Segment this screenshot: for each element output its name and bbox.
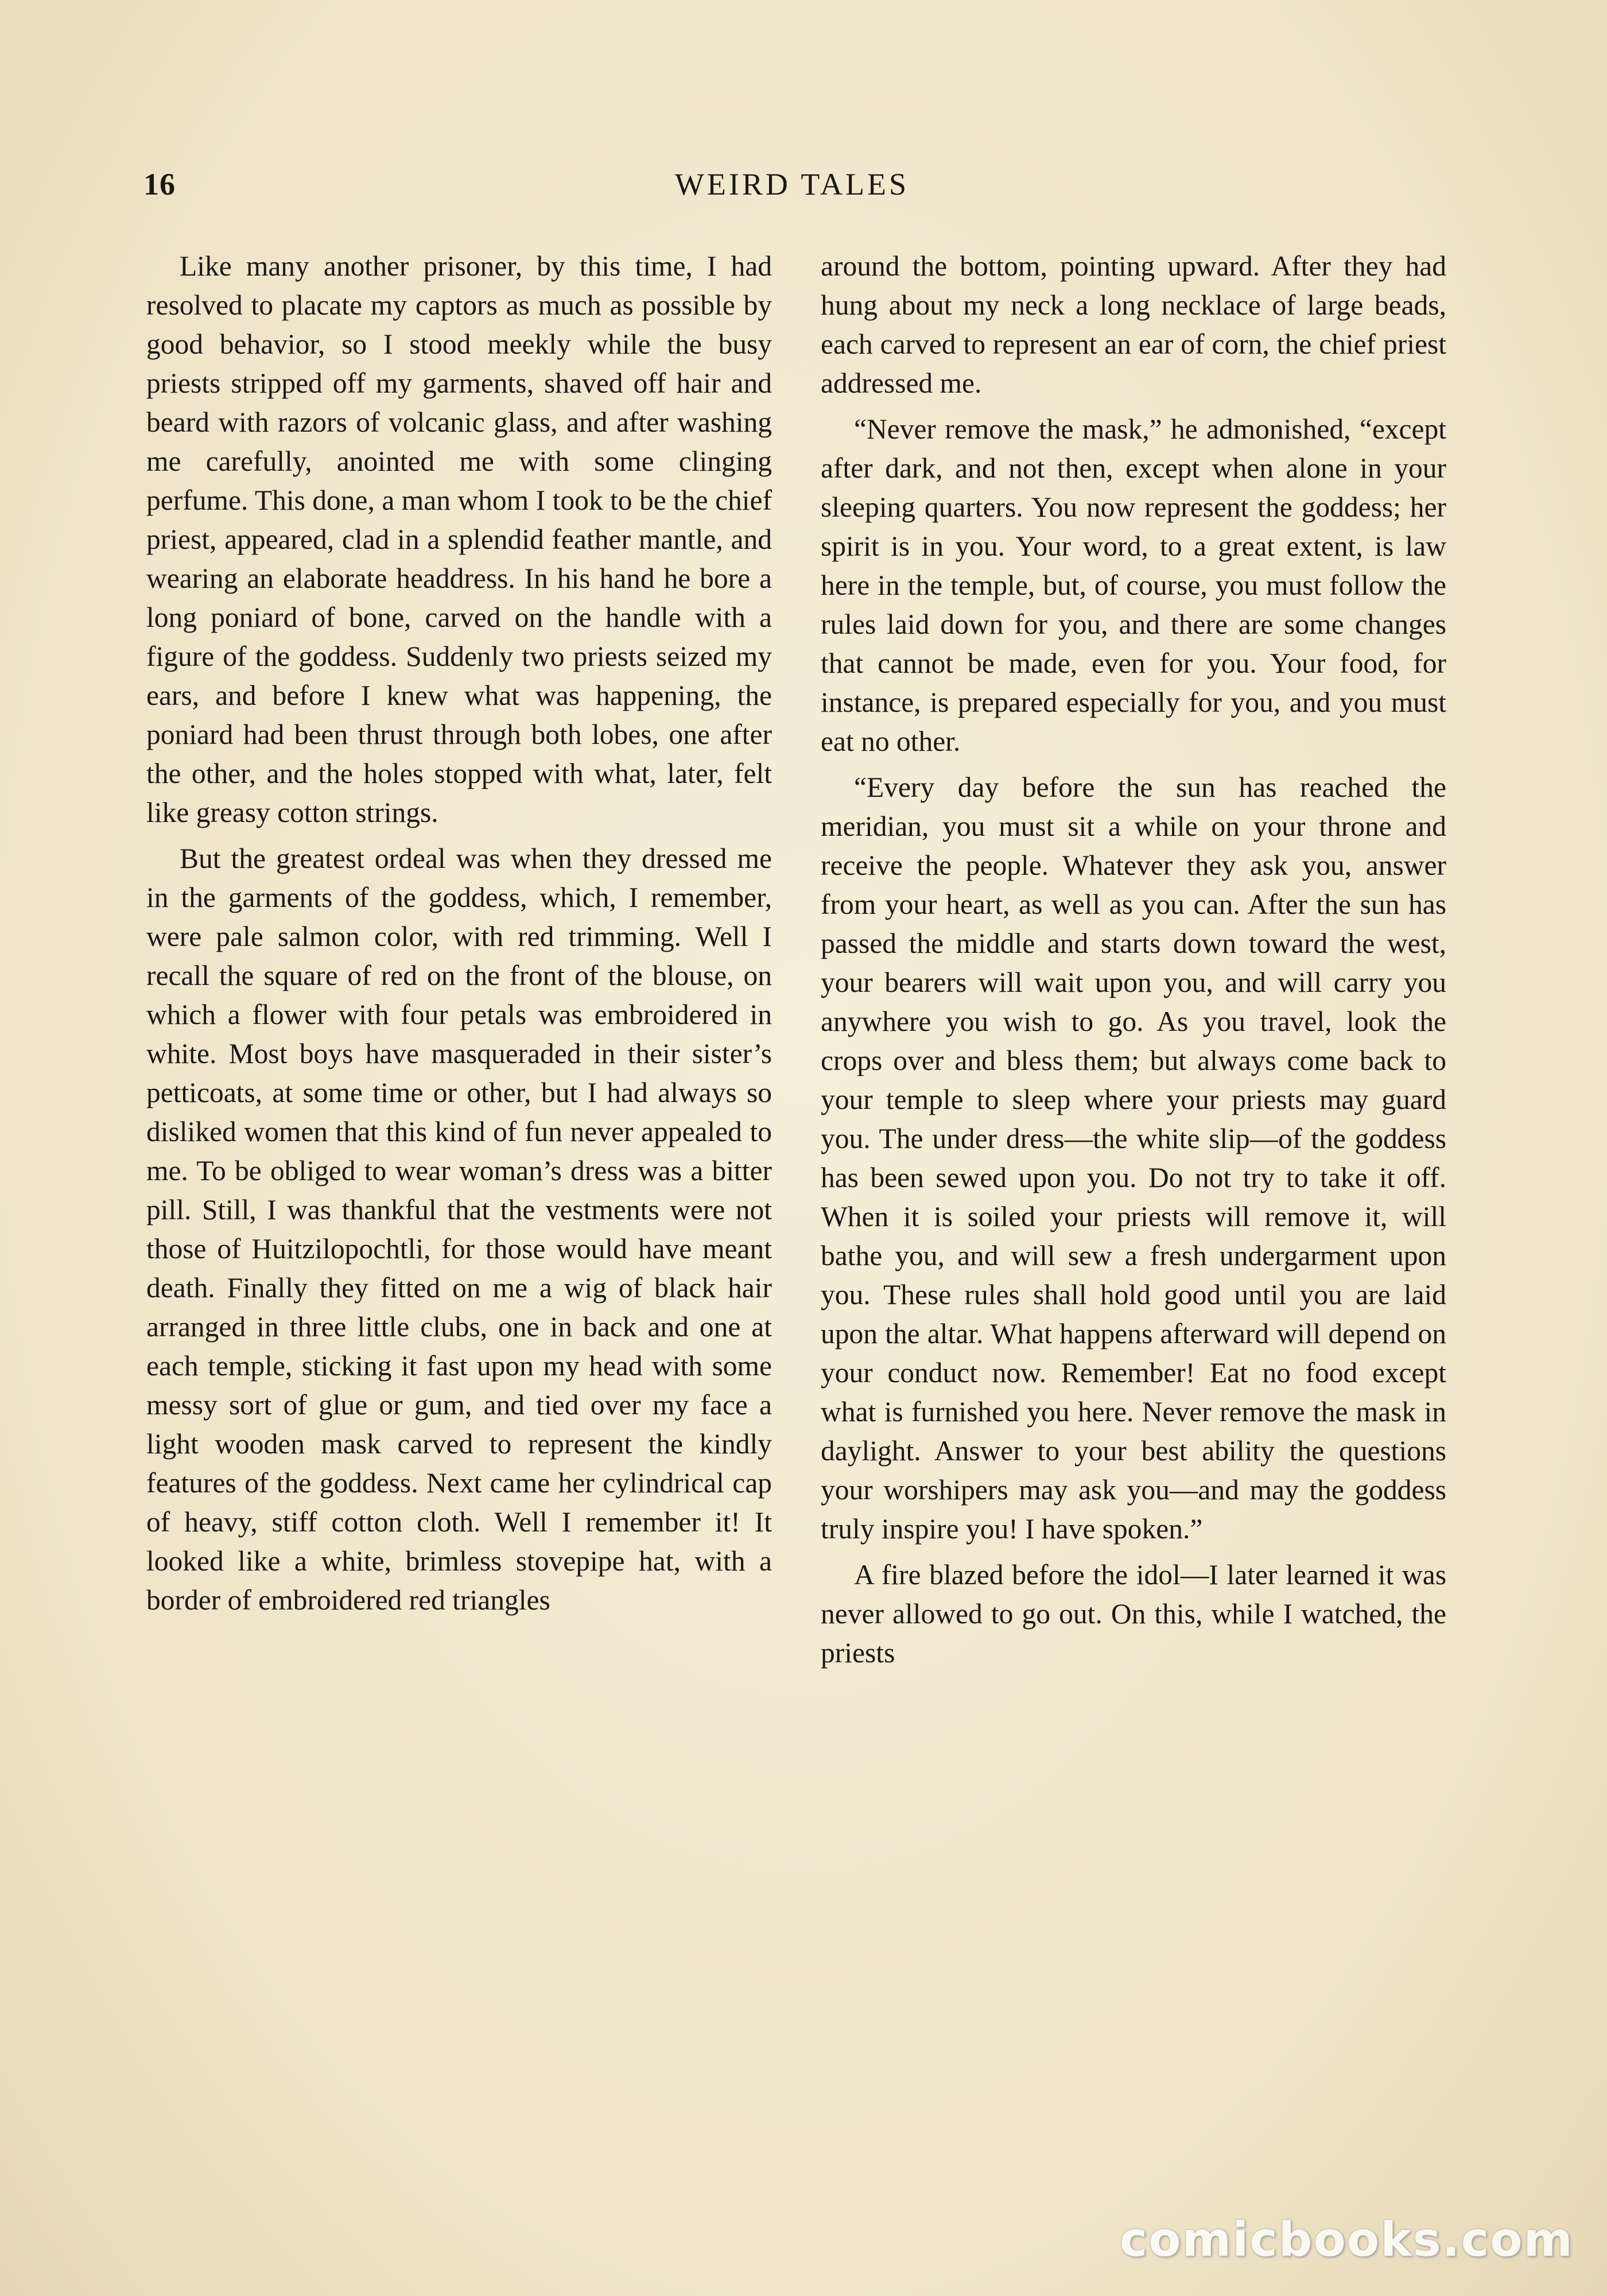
paragraph: Like many another prisoner, by this time, I had resolved to placate my captors as much as possible by good behavior, so I stood meekly while the busy priests stripped off my garments, shaved off hair and beard with razors of volcanic glass, and after washing me carefully, anointed me with some clinging perfume. This done, a man whom I took to be the chief priest, appeared, clad in a splendid feather mantle, and wearing an elaborate headdress. In his hand he bore a long poniard of bone, carved on the handle with a figure of the goddess. Suddenly two priests seized my ears, and before I knew what was happening, the poniard had been thrust through both lobes, one after the other, and the holes stopped with what, later, felt like greasy cotton strings.: [146, 250, 772, 828]
text-columns: [146, 247, 1446, 2141]
page-number: 16: [143, 167, 176, 201]
right-column: [821, 247, 1446, 2141]
running-head: [143, 166, 1441, 212]
left-column: [146, 247, 772, 2141]
paragraph: A fire blazed before the idol—I later learned it was never allowed to go out. On this, while I watched, the priests: [821, 1559, 1446, 1669]
paragraph: around the bottom, pointing upward. After they had hung about my neck a long necklace of large beads, each carved to represent an ear of corn, the chief priest addressed me.: [821, 250, 1446, 399]
paragraph: “Never remove the mask,” he admonished, “except after dark, and not then, except when alone in your sleeping quarters. You now represent the goddess; her spirit is in you. Your word, to a great extent, is law here in the temple, but, of course, you must follow the rules laid down for you, and there are some changes that cannot be made, even for you. Your food, for instance, is prepared especially for you, and you must eat no other.: [821, 413, 1446, 757]
magazine-title: WEIRD TALES: [674, 167, 910, 201]
paragraph: But the greatest ordeal was when they dressed me in the garments of the goddess, which, I remember, were pale salmon color, with red trimming. Well I recall the square of red on the front of the blouse, on which a flower with four petals was embroidered in white. Most boys have masqueraded in their sister’s petticoats, at some time or other, but I had always so disliked women that this kind of fun never appealed to me. To be obliged to wear woman’s dress was a bitter pill. Still, I was thankful that the vestments were not those of Huitzilopochtli, for those would have meant death. Finally they fitted on me a wig of black hair arranged in three little clubs, one in back and one at each temple, sticking it fast upon my head with some messy sort of glue or gum, and tied over my face a light wooden mask carved to represent the kindly features of the goddess. Next came her cylindrical cap of heavy, stiff cotton cloth. Well I remember it! It looked like a white, brimless stovepipe hat, with a border of embroidered red triangles: [146, 843, 772, 1616]
watermark: comicbooks.com: [1119, 2213, 1574, 2267]
paragraph: “Every day before the sun has reached the meridian, you must sit a while on your throne and receive the people. Whatever they ask you, answer from your heart, as well as you can. After the sun has passed the middle and starts down toward the west, your bearers will wait upon you, and will carry you anywhere you wish to go. As you travel, look the crops over and bless them; but always come back to your temple to sleep where your priests may guard you. The under dress—the white slip—of the goddess has been sewed upon you. Do not try to take it off. When it is soiled your priests will remove it, will bathe you, and will sew a fresh undergarment upon you. These rules shall hold good until you are laid upon the altar. What happens afterward will depend on your conduct now. Remember! Eat no food except what is furnished you here. Never remove the mask in daylight. Answer to your best ability the questions your worshipers may ask you—and may the goddess truly inspire you! I have spoken.”: [821, 771, 1446, 1545]
